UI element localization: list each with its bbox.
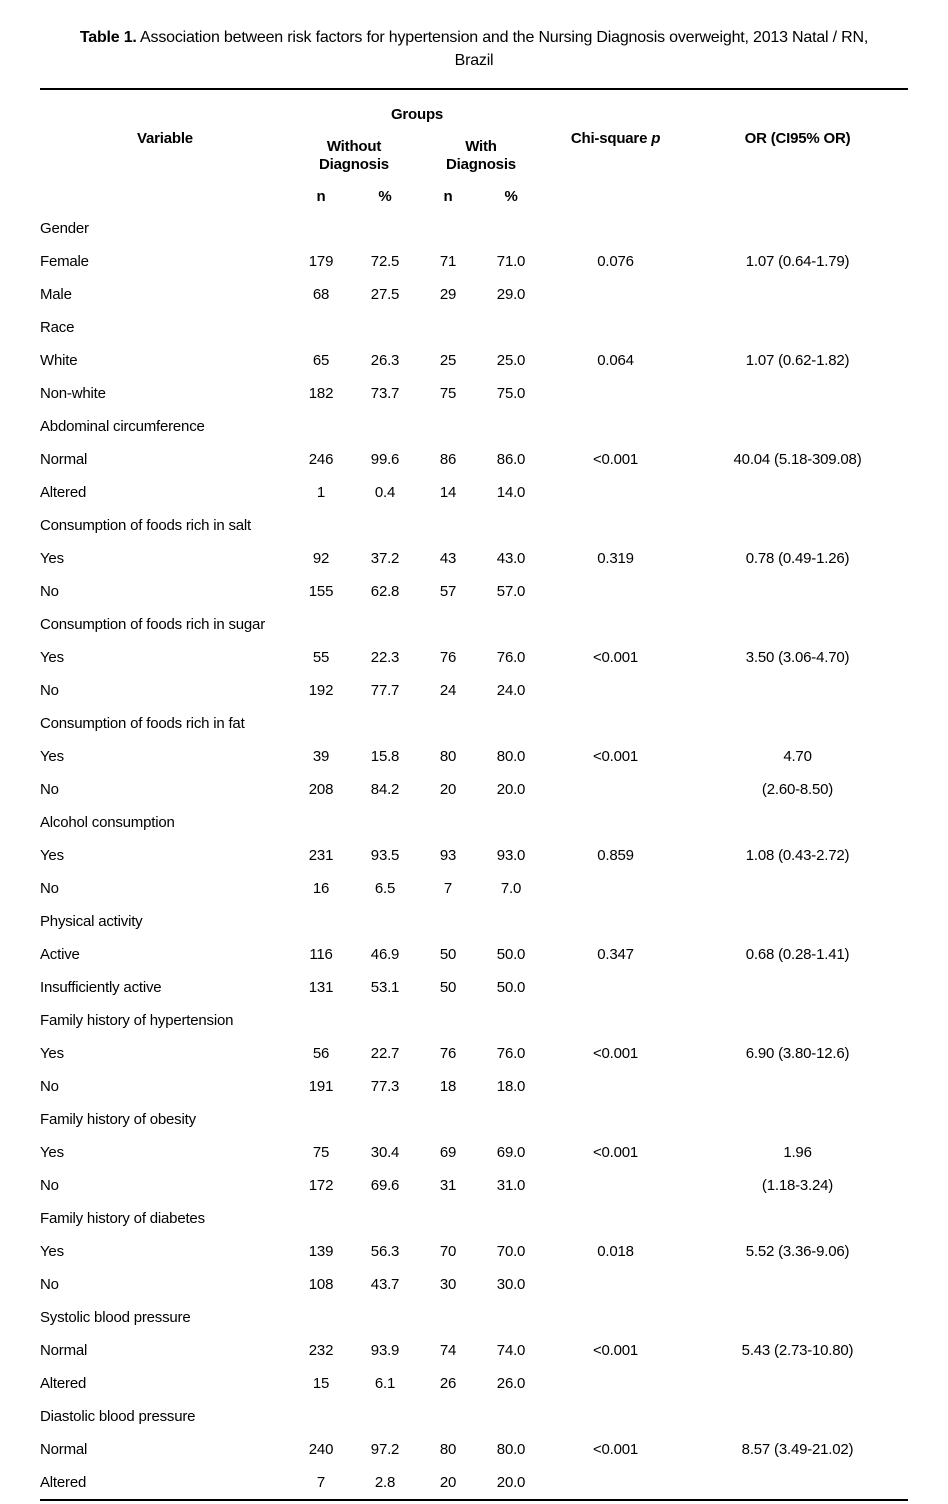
table-row <box>40 443 908 476</box>
table-row <box>40 344 908 377</box>
header-groups: Groups <box>390 105 444 123</box>
cell-percent-without: 22.7 <box>370 1045 400 1063</box>
cell-variable: Normal <box>40 451 88 469</box>
cell-n-with: 80 <box>439 748 457 766</box>
cell-percent-without: 27.5 <box>370 286 400 304</box>
cell-n-without: 68 <box>312 286 330 304</box>
cell-percent-without: 6.5 <box>374 880 396 898</box>
cell-odds-ratio <box>687 1466 908 1500</box>
section-label-row <box>40 410 908 443</box>
header-empty-chi <box>544 180 687 212</box>
section-label: Family history of hypertension <box>40 1012 234 1030</box>
header-without-diagnosis-text: Without Diagnosis <box>319 137 389 174</box>
cell-n-with: 69 <box>439 1144 457 1162</box>
cell-variable: White <box>40 352 78 370</box>
cell-odds-ratio: 1.96 <box>783 1144 812 1162</box>
cell-percent-without: 73.7 <box>370 385 400 403</box>
cell-chi-square: <0.001 <box>592 1144 639 1162</box>
cell-percent-without: 62.8 <box>370 583 400 601</box>
cell-n-with: 18 <box>439 1078 457 1096</box>
cell-percent-with: 70.0 <box>496 1243 526 1261</box>
header-n-without: n <box>316 187 326 205</box>
cell-odds-ratio <box>687 1268 908 1301</box>
cell-percent-without: 93.5 <box>370 847 400 865</box>
cell-chi-square <box>544 1268 687 1301</box>
cell-percent-with: 30.0 <box>496 1276 526 1294</box>
cell-variable: Yes <box>40 649 64 667</box>
cell-percent-without: 84.2 <box>370 781 400 799</box>
cell-n-with: 86 <box>439 451 457 469</box>
section-label-row <box>40 905 908 938</box>
cell-chi-square: 0.018 <box>597 1243 634 1261</box>
table-row <box>40 1268 908 1301</box>
cell-n-without: 92 <box>312 550 330 568</box>
cell-n-without: 39 <box>312 748 330 766</box>
table-row <box>40 1235 908 1268</box>
section-label-row <box>40 311 908 344</box>
table-row <box>40 245 908 278</box>
header-without-diagnosis <box>290 132 418 180</box>
section-label: Diastolic blood pressure <box>40 1408 196 1426</box>
cell-chi-square: <0.001 <box>592 1045 639 1063</box>
cell-odds-ratio: 3.50 (3.06-4.70) <box>745 649 850 667</box>
cell-odds-ratio: (1.18-3.24) <box>761 1177 834 1195</box>
cell-percent-with: 50.0 <box>496 946 526 964</box>
cell-n-without: 231 <box>308 847 334 865</box>
section-label-row <box>40 509 908 542</box>
cell-n-without: 75 <box>312 1144 330 1162</box>
section-label: Race <box>40 319 75 337</box>
section-label-row <box>40 212 908 245</box>
cell-variable: No <box>40 682 59 700</box>
section-label-row <box>40 608 908 641</box>
table-container <box>40 88 908 1501</box>
table-row <box>40 938 908 971</box>
cell-n-with: 30 <box>439 1276 457 1294</box>
cell-chi-square: 0.859 <box>597 847 634 865</box>
cell-percent-with: 14.0 <box>496 484 526 502</box>
cell-odds-ratio: 8.57 (3.49-21.02) <box>741 1441 854 1459</box>
cell-percent-with: 69.0 <box>496 1144 526 1162</box>
section-label-row <box>40 1400 908 1433</box>
section-label-row <box>40 707 908 740</box>
header-variable: Variable <box>137 129 193 147</box>
cell-variable: No <box>40 1177 59 1195</box>
cell-n-with: 25 <box>439 352 457 370</box>
cell-n-without: 55 <box>312 649 330 667</box>
header-percent-without: % <box>378 187 392 205</box>
cell-n-with: 50 <box>439 979 457 997</box>
cell-odds-ratio <box>687 476 908 509</box>
cell-n-without: 65 <box>312 352 330 370</box>
cell-percent-without: 30.4 <box>370 1144 400 1162</box>
section-label-row <box>40 1202 908 1235</box>
cell-chi-square: <0.001 <box>592 1342 639 1360</box>
cell-odds-ratio: 6.90 (3.80-12.6) <box>745 1045 850 1063</box>
section-label: Gender <box>40 220 89 238</box>
cell-variable: No <box>40 1276 59 1294</box>
cell-variable: Female <box>40 253 89 271</box>
cell-n-without: 108 <box>308 1276 334 1294</box>
cell-n-with: 80 <box>439 1441 457 1459</box>
cell-variable: Yes <box>40 847 64 865</box>
cell-percent-with: 43.0 <box>496 550 526 568</box>
cell-n-without: 191 <box>308 1078 334 1096</box>
cell-percent-with: 25.0 <box>496 352 526 370</box>
cell-percent-with: 24.0 <box>496 682 526 700</box>
cell-percent-with: 57.0 <box>496 583 526 601</box>
cell-percent-with: 31.0 <box>496 1177 526 1195</box>
header-chi-square <box>544 89 687 180</box>
cell-odds-ratio: 1.08 (0.43-2.72) <box>745 847 850 865</box>
cell-chi-square: 0.319 <box>597 550 634 568</box>
cell-n-without: 179 <box>308 253 334 271</box>
cell-odds-ratio <box>687 575 908 608</box>
table-caption-text: Association between risk factors for hypertension and the Nursing Diagnosis overweight, 2013 Natal / RN, Brazil <box>136 29 869 70</box>
cell-percent-without: 0.4 <box>374 484 396 502</box>
cell-percent-without: 26.3 <box>370 352 400 370</box>
cell-chi-square: <0.001 <box>592 748 639 766</box>
cell-n-without: 172 <box>308 1177 334 1195</box>
cell-odds-ratio: 40.04 (5.18-309.08) <box>733 451 862 469</box>
cell-n-with: 24 <box>439 682 457 700</box>
cell-percent-with: 80.0 <box>496 1441 526 1459</box>
cell-variable: Altered <box>40 484 87 502</box>
cell-variable: Yes <box>40 748 64 766</box>
cell-percent-without: 37.2 <box>370 550 400 568</box>
table-row <box>40 1433 908 1466</box>
cell-chi-square <box>544 1169 687 1202</box>
table-row <box>40 1466 908 1500</box>
cell-n-without: 1 <box>316 484 326 502</box>
cell-odds-ratio: 5.52 (3.36-9.06) <box>745 1243 850 1261</box>
table-row <box>40 1070 908 1103</box>
cell-percent-without: 6.1 <box>374 1375 396 1393</box>
cell-percent-without: 46.9 <box>370 946 400 964</box>
table-row <box>40 839 908 872</box>
table-header <box>40 89 908 212</box>
cell-n-with: 31 <box>439 1177 457 1195</box>
cell-variable: No <box>40 781 59 799</box>
cell-variable: Active <box>40 946 80 964</box>
cell-percent-without: 99.6 <box>370 451 400 469</box>
cell-variable: Yes <box>40 1243 64 1261</box>
cell-percent-with: 29.0 <box>496 286 526 304</box>
cell-percent-without: 53.1 <box>370 979 400 997</box>
cell-percent-without: 69.6 <box>370 1177 400 1195</box>
section-label: Consumption of foods rich in salt <box>40 517 252 535</box>
table-row <box>40 575 908 608</box>
cell-odds-ratio: 0.68 (0.28-1.41) <box>745 946 850 964</box>
cell-odds-ratio: 1.07 (0.64-1.79) <box>745 253 850 271</box>
cell-n-without: 155 <box>308 583 334 601</box>
table-row <box>40 542 908 575</box>
association-table <box>40 88 908 1501</box>
cell-percent-with: 80.0 <box>496 748 526 766</box>
cell-odds-ratio: 4.70 <box>783 748 812 766</box>
table-row <box>40 740 908 773</box>
cell-n-with: 29 <box>439 286 457 304</box>
cell-percent-with: 75.0 <box>496 385 526 403</box>
cell-chi-square <box>544 377 687 410</box>
cell-percent-without: 2.8 <box>374 1474 396 1492</box>
cell-n-with: 7 <box>443 880 453 898</box>
cell-n-without: 131 <box>308 979 334 997</box>
table-row <box>40 971 908 1004</box>
cell-n-without: 116 <box>309 946 333 964</box>
cell-chi-square: <0.001 <box>592 1441 639 1459</box>
cell-n-with: 14 <box>439 484 457 502</box>
cell-odds-ratio <box>687 278 908 311</box>
header-chi-square-p: p <box>651 129 661 147</box>
cell-chi-square <box>544 1367 687 1400</box>
cell-chi-square <box>544 872 687 905</box>
cell-chi-square <box>544 971 687 1004</box>
cell-n-without: 232 <box>308 1342 334 1360</box>
table-row <box>40 674 908 707</box>
cell-chi-square: <0.001 <box>592 649 639 667</box>
cell-variable: Yes <box>40 1144 64 1162</box>
table-row <box>40 773 908 806</box>
cell-variable: No <box>40 583 59 601</box>
header-empty-variable <box>40 180 290 212</box>
cell-percent-without: 93.9 <box>370 1342 400 1360</box>
cell-percent-without: 43.7 <box>370 1276 400 1294</box>
header-n-percent-row <box>40 180 908 212</box>
section-label-row <box>40 1004 908 1037</box>
cell-chi-square <box>544 1466 687 1500</box>
header-n-with: n <box>443 187 453 205</box>
cell-odds-ratio: 5.43 (2.73-10.80) <box>741 1342 854 1360</box>
cell-n-without: 56 <box>312 1045 330 1063</box>
cell-percent-without: 77.3 <box>370 1078 400 1096</box>
cell-n-without: 192 <box>308 682 334 700</box>
cell-percent-with: 74.0 <box>496 1342 526 1360</box>
cell-variable: Altered <box>40 1474 87 1492</box>
table-row <box>40 278 908 311</box>
cell-percent-without: 97.2 <box>370 1441 400 1459</box>
table-row <box>40 641 908 674</box>
cell-chi-square <box>544 575 687 608</box>
cell-odds-ratio <box>687 971 908 1004</box>
cell-percent-without: 72.5 <box>370 253 400 271</box>
cell-odds-ratio <box>687 1367 908 1400</box>
cell-variable: Yes <box>40 1045 64 1063</box>
section-label-row <box>40 1301 908 1334</box>
table-row <box>40 1037 908 1070</box>
cell-n-with: 75 <box>439 385 457 403</box>
table-row <box>40 1169 908 1202</box>
cell-n-with: 71 <box>439 253 457 271</box>
cell-n-with: 70 <box>439 1243 457 1261</box>
cell-n-without: 16 <box>312 880 330 898</box>
section-label-row <box>40 1103 908 1136</box>
cell-n-without: 240 <box>308 1441 334 1459</box>
cell-variable: No <box>40 880 59 898</box>
header-chi-square-text: Chi-square <box>570 129 652 147</box>
cell-percent-with: 71.0 <box>496 253 526 271</box>
cell-chi-square: 0.076 <box>597 253 634 271</box>
cell-variable: No <box>40 1078 59 1096</box>
cell-percent-with: 50.0 <box>496 979 526 997</box>
header-odds-ratio: OR (CI95% OR) <box>744 129 851 147</box>
table-row <box>40 1334 908 1367</box>
section-label: Systolic blood pressure <box>40 1309 191 1327</box>
cell-chi-square: 0.347 <box>597 946 634 964</box>
cell-n-with: 74 <box>439 1342 457 1360</box>
cell-chi-square <box>544 476 687 509</box>
section-label: Consumption of foods rich in fat <box>40 715 245 733</box>
cell-n-with: 76 <box>439 649 457 667</box>
cell-n-with: 57 <box>439 583 457 601</box>
header-empty-or <box>687 180 908 212</box>
cell-n-with: 20 <box>439 1474 457 1492</box>
cell-percent-without: 56.3 <box>370 1243 400 1261</box>
table-caption <box>62 26 886 72</box>
table-row <box>40 476 908 509</box>
table-caption-number: Table 1. <box>79 29 137 46</box>
section-label: Family history of diabetes <box>40 1210 205 1228</box>
section-label: Alcohol consumption <box>40 814 175 832</box>
cell-variable: Yes <box>40 550 64 568</box>
cell-variable: Insufficiently active <box>40 979 162 997</box>
header-percent-with: % <box>504 187 518 205</box>
cell-chi-square: 0.064 <box>597 352 634 370</box>
cell-n-without: 15 <box>312 1375 330 1393</box>
table-body <box>40 212 908 1500</box>
cell-percent-with: 93.0 <box>496 847 526 865</box>
cell-chi-square <box>544 1070 687 1103</box>
section-label: Consumption of foods rich in sugar <box>40 616 265 634</box>
cell-percent-with: 7.0 <box>500 880 522 898</box>
cell-n-without: 208 <box>308 781 334 799</box>
section-label: Abdominal circumference <box>40 418 205 436</box>
cell-percent-without: 15.8 <box>370 748 400 766</box>
cell-chi-square: <0.001 <box>592 451 639 469</box>
cell-n-without: 7 <box>316 1474 326 1492</box>
cell-chi-square <box>544 674 687 707</box>
table-row <box>40 872 908 905</box>
cell-n-without: 139 <box>308 1243 334 1261</box>
cell-variable: Altered <box>40 1375 87 1393</box>
cell-percent-without: 77.7 <box>370 682 400 700</box>
cell-odds-ratio <box>687 872 908 905</box>
cell-chi-square <box>544 278 687 311</box>
cell-n-without: 246 <box>308 451 334 469</box>
cell-odds-ratio <box>687 377 908 410</box>
header-with-diagnosis-text: With Diagnosis <box>446 137 516 174</box>
cell-odds-ratio <box>687 674 908 707</box>
section-label: Family history of obesity <box>40 1111 196 1129</box>
cell-percent-with: 76.0 <box>496 649 526 667</box>
cell-odds-ratio: (2.60-8.50) <box>761 781 834 799</box>
cell-variable: Normal <box>40 1441 88 1459</box>
cell-n-with: 43 <box>439 550 457 568</box>
header-groups-row <box>40 89 908 132</box>
table-row <box>40 377 908 410</box>
cell-n-with: 20 <box>439 781 457 799</box>
cell-odds-ratio: 0.78 (0.49-1.26) <box>745 550 850 568</box>
cell-percent-with: 20.0 <box>496 1474 526 1492</box>
table-row <box>40 1136 908 1169</box>
header-with-diagnosis <box>418 132 544 180</box>
cell-percent-with: 18.0 <box>496 1078 526 1096</box>
cell-variable: Normal <box>40 1342 88 1360</box>
cell-n-with: 26 <box>439 1375 457 1393</box>
cell-percent-with: 76.0 <box>496 1045 526 1063</box>
cell-percent-without: 22.3 <box>370 649 400 667</box>
cell-percent-with: 20.0 <box>496 781 526 799</box>
cell-n-with: 50 <box>439 946 457 964</box>
section-label: Physical activity <box>40 913 143 931</box>
cell-n-without: 182 <box>308 385 334 403</box>
table-row <box>40 1367 908 1400</box>
cell-odds-ratio: 1.07 (0.62-1.82) <box>745 352 850 370</box>
cell-variable: Male <box>40 286 72 304</box>
cell-variable: Non-white <box>40 385 106 403</box>
cell-n-with: 76 <box>439 1045 457 1063</box>
cell-percent-with: 26.0 <box>496 1375 526 1393</box>
cell-percent-with: 86.0 <box>496 451 526 469</box>
cell-odds-ratio <box>687 1070 908 1103</box>
cell-chi-square <box>544 773 687 806</box>
cell-n-with: 93 <box>439 847 457 865</box>
section-label-row <box>40 806 908 839</box>
